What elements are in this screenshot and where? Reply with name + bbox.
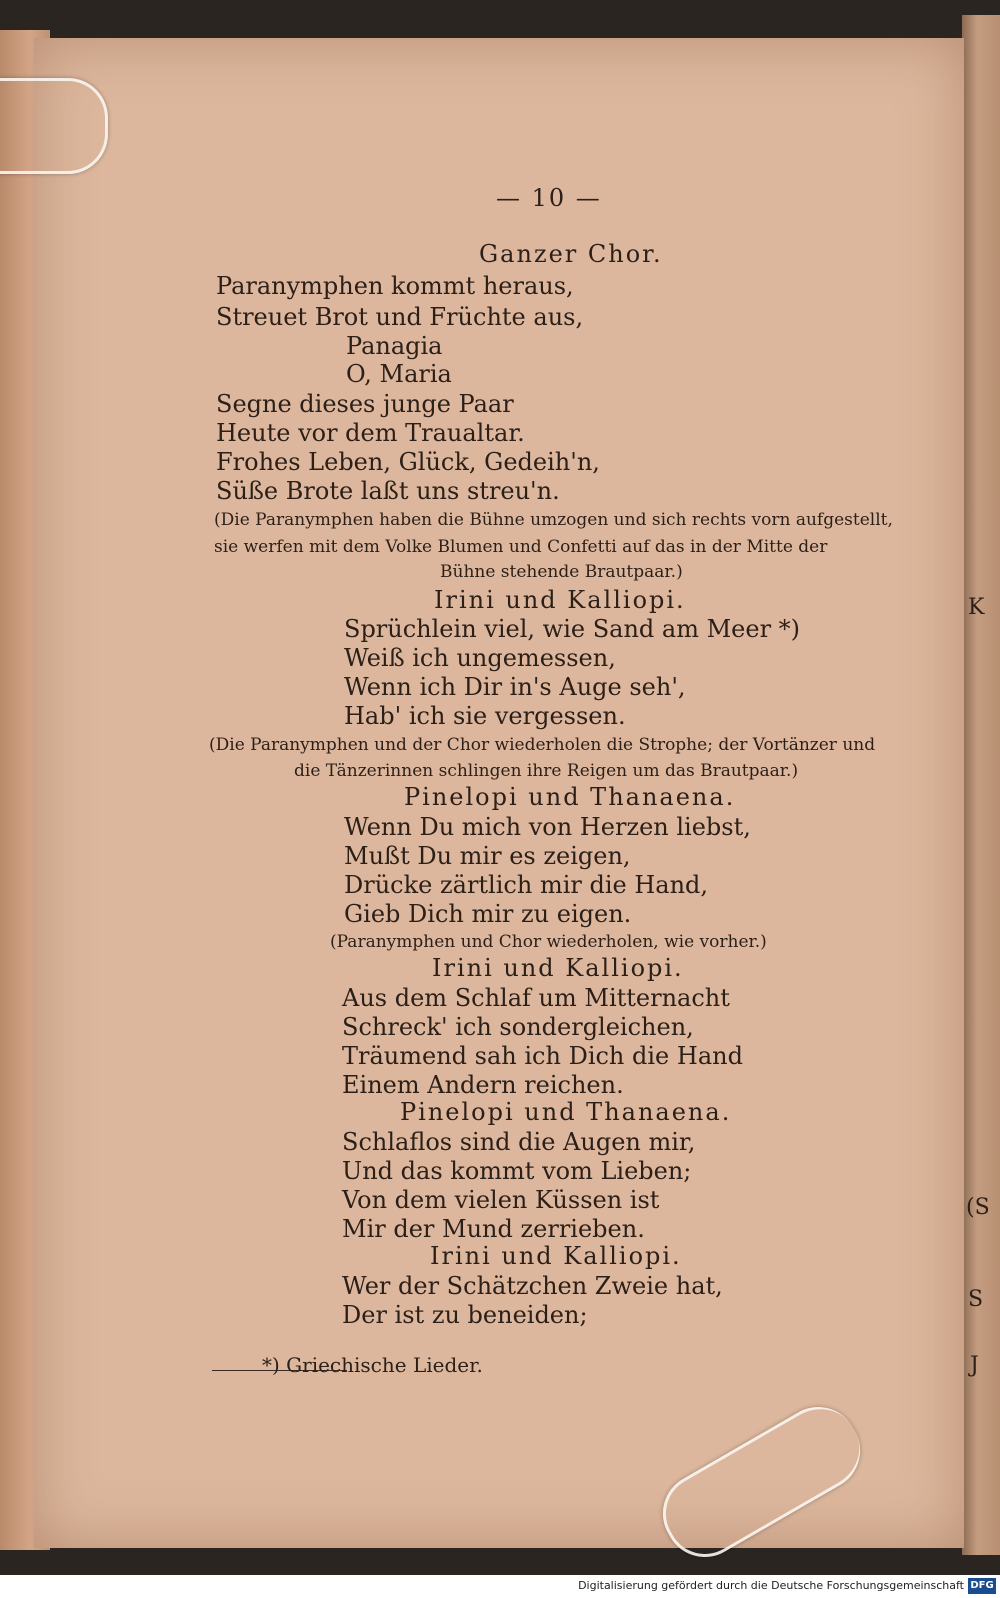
verse-line: Und das kommt vom Lieben; — [342, 1157, 692, 1185]
stage-direction: (Die Paranymphen und der Chor wiederholen die Strophe; der Vortänzer und — [209, 735, 876, 755]
verse-line: Von dem vielen Küssen ist — [342, 1186, 660, 1214]
footnote: *) Griechische Lieder. — [262, 1353, 483, 1377]
verse-line: Mußt Du mir es zeigen, — [344, 842, 631, 870]
verse-line: Mir der Mund zerrieben. — [342, 1215, 645, 1243]
verse-line: Gieb Dich mir zu eigen. — [344, 900, 632, 928]
verse-line: Streuet Brot und Früchte aus, — [216, 303, 584, 331]
speaker-heading: Irini und Kalliopi. — [430, 1242, 682, 1270]
speaker-heading: Pinelopi und Thanaena. — [400, 1098, 732, 1126]
dfg-logo: DFG — [968, 1578, 996, 1594]
verse-line: Segne dieses junge Paar — [216, 390, 514, 418]
speaker-heading: Irini und Kalliopi. — [434, 586, 686, 614]
margin-char: K — [968, 595, 985, 620]
verse-line: Aus dem Schlaf um Mitternacht — [342, 984, 730, 1012]
footer-bar — [0, 1575, 1000, 1598]
speaker-heading: Pinelopi und Thanaena. — [404, 783, 736, 811]
verse-line: Wenn ich Dir in's Auge seh', — [344, 673, 686, 701]
book-page — [34, 38, 964, 1548]
verse-line: Süße Brote laßt uns streu'n. — [216, 477, 560, 505]
page-text — [34, 38, 964, 1548]
adjacent-page-edge — [962, 15, 1000, 1555]
verse-line: Panagia — [346, 332, 443, 360]
speaker-heading: Ganzer Chor. — [479, 240, 663, 268]
stage-direction: (Die Paranymphen haben die Bühne umzogen und sich rechts vorn aufgestellt, — [214, 510, 893, 530]
verse-line: Weiß ich ungemessen, — [344, 644, 616, 672]
page-number: — 10 — — [496, 184, 602, 212]
verse-line: Schreck' ich sondergleichen, — [342, 1013, 694, 1041]
funding-credit: Digitalisierung gefördert durch die Deutsche Forschungsgemeinschaft — [578, 1579, 964, 1592]
verse-line: Hab' ich sie vergessen. — [344, 702, 626, 730]
verse-line: Frohes Leben, Glück, Gedeih'n, — [216, 448, 600, 476]
verse-line: Wenn Du mich von Herzen liebst, — [344, 813, 751, 841]
margin-char: J — [970, 1353, 979, 1378]
margin-char: S — [968, 1287, 984, 1312]
verse-line: Der ist zu beneiden; — [342, 1301, 588, 1329]
verse-line: Heute vor dem Traualtar. — [216, 419, 525, 447]
margin-char: (S — [966, 1195, 990, 1220]
paper-clip-top — [0, 78, 108, 174]
verse-line: O, Maria — [346, 360, 452, 388]
verse-line: Drücke zärtlich mir die Hand, — [344, 871, 709, 899]
stage-direction: (Paranymphen und Chor wiederholen, wie vorher.) — [330, 932, 767, 952]
stage-direction: Bühne stehende Brautpaar.) — [440, 562, 683, 582]
stage-direction: sie werfen mit dem Volke Blumen und Confetti auf das in der Mitte der — [214, 537, 828, 557]
verse-line: Einem Andern reichen. — [342, 1071, 624, 1099]
verse-line: Träumend sah ich Dich die Hand — [342, 1042, 743, 1070]
verse-line: Sprüchlein viel, wie Sand am Meer *) — [344, 615, 801, 643]
stage-direction: die Tänzerinnen schlingen ihre Reigen um das Brautpaar.) — [294, 761, 799, 781]
verse-line: Schlaflos sind die Augen mir, — [342, 1128, 696, 1156]
verse-line: Wer der Schätzchen Zweie hat, — [342, 1272, 723, 1300]
speaker-heading: Irini und Kalliopi. — [432, 954, 684, 982]
verse-line: Paranymphen kommt heraus, — [216, 272, 574, 300]
